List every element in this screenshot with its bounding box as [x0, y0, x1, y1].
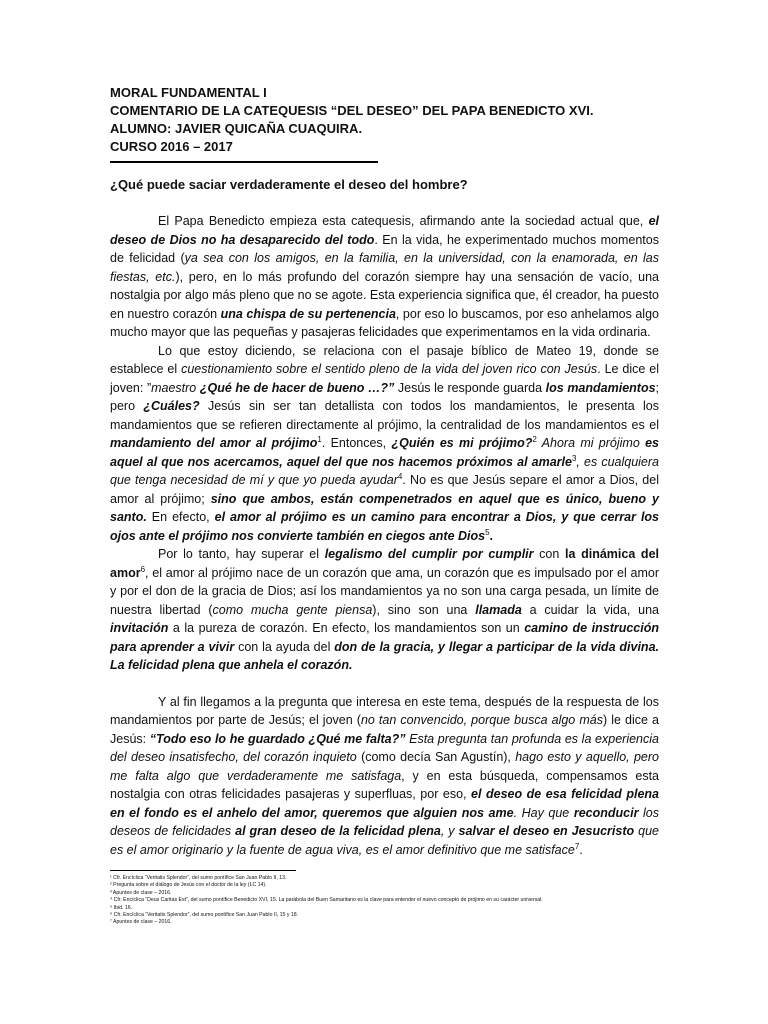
italic-text: como mucha gente piensa: [212, 602, 373, 617]
footnote-ref: 2: [532, 434, 537, 444]
document-body: [110, 212, 659, 859]
footnote-divider: [110, 870, 296, 871]
italic-text: que es el amor originario y la fuente de agua viva, es el amor definitivo que me satisface: [110, 824, 659, 857]
text-run: Por lo tanto, hay superar el: [158, 547, 325, 561]
text-run: Jesús le responde guarda: [394, 380, 546, 395]
emphasis: una chispa de su pertenencia: [220, 306, 396, 321]
italic-text: los deseos de felicidades: [110, 805, 660, 838]
italic-text: maestro: [151, 380, 200, 395]
footnote-ref: 3: [571, 453, 577, 463]
italic-text: Ahora mi prójimo: [536, 436, 646, 450]
course-title: MORAL FUNDAMENTAL I: [110, 85, 267, 100]
emphasis: sino que ambos, están compenetrados en aquel que es único, bueno y santo.: [110, 491, 659, 524]
paragraph-3: [110, 545, 659, 675]
footnote-item: ³ Apuntes de clase – 2016.: [110, 889, 172, 896]
footnote-ref: 4: [397, 471, 403, 481]
italic-text: Esta pregunta tan profunda es la experiencia del deseo insatisfecho, del corazón inquieto: [110, 731, 659, 764]
emphasis: ¿Quién es mi prójimo?: [391, 436, 533, 450]
footnote-item: ⁴ Cfr. Encíclica “Deus Caritas Est”, del sumo pontífice Benedicto XVI, 15. La parábola del Buen Samaritano es la clave para entender el nuevo concepto de prójimo en su carácter universal.: [110, 897, 543, 904]
text-run: ) le dice a Jesús:: [110, 713, 659, 746]
emphasis: invitación: [110, 621, 169, 635]
emphasis: el deseo de esa felicidad plena en el fondo es el anhelo del amor, queremos que alguien nos ame: [110, 787, 659, 820]
footnotes: [110, 875, 670, 927]
footnote-ref: 1: [317, 434, 322, 444]
text-run: con: [533, 547, 565, 561]
text-run: Jesús sin ser tan detallista con todos los mandamientos, le presenta los mandamientos que se refieren directamente al prójimo, la centralidad de los mandamientos es el: [110, 399, 659, 432]
italic-text: no tan convencido, porque busca algo más: [360, 713, 603, 727]
emphasis: el amor al prójimo es un camino para encontrar a Dios, y que cerrar los ojos ante el prójimo nos convierte también en ciegos ante Dios: [110, 510, 660, 543]
italic-text: ya sea con los amigos, en la familia, en la universidad, con la enamorada, en las fiestas, etc.: [110, 251, 660, 284]
emphasis: “Todo eso lo he guardado ¿Qué me falta?”: [149, 731, 406, 746]
footnote-item: ⁶ Cfr. Encíclica “Veritatis Splendor”, del sumo pontífice San Juan Pablo II, 15 y 18.: [110, 912, 299, 919]
emphasis: camino de instrucción para aprender a vivir: [110, 621, 660, 654]
emphasis: mandamiento del amor al prójimo: [110, 436, 318, 450]
section-heading: ¿Qué puede saciar verdaderamente el deseo del hombre?: [110, 177, 468, 192]
emphasis: la dinámica del amor: [110, 547, 659, 580]
header-divider: [110, 161, 378, 163]
footnote-item: ¹ Cfr. Encíclica “Veritatis Splendor”, del sumo pontífice San Juan Pablo II, 13.: [110, 875, 287, 881]
text-run: ; pero: [110, 380, 660, 413]
paragraph-4: [110, 693, 659, 860]
text-run: . No es que Jesús separe el amor a Dios, del amor al prójimo;: [110, 473, 659, 506]
text-run: , y en esta búsqueda, compensamos esta nostalgia con otras felicidades pasajeras y superfluas, por eso,: [110, 768, 659, 801]
footnote-item: ⁵ Ibid. 16.: [110, 904, 133, 911]
emphasis: legalismo del cumplir por cumplir: [324, 547, 534, 561]
footnote-item: ⁷ Apuntes de clase – 2016.: [110, 919, 172, 926]
course-year: CURSO 2016 – 2017: [110, 139, 233, 154]
document-title: COMENTARIO DE LA CATEQUESIS “DEL DESEO” DEL PAPA BENEDICTO XVI.: [110, 103, 594, 118]
emphasis: ¿Qué he de hacer de bueno …?”: [199, 380, 395, 395]
text-run: con la ayuda del: [234, 639, 335, 654]
italic-text: , es cualquiera que tenga necesidad de mí y que yo pueda ayudar: [110, 454, 659, 487]
emphasis: al gran deseo de la felicidad plena: [235, 824, 441, 838]
text-run: En efecto,: [146, 510, 215, 524]
text-run: ), sino son una: [372, 602, 476, 617]
italic-text: cuestionamiento sobre el sentido pleno de la vida del joven rico con Jesús: [181, 362, 598, 376]
text-run: . Le dice el joven: ”: [110, 362, 659, 395]
text-run: (como decía San Agustín),: [356, 750, 516, 764]
emphasis: es aquel al que nos acercamos, aquel del que nos hacemos próximos al amarle: [110, 436, 659, 469]
footnote-ref: 5: [485, 527, 490, 537]
italic-text: . Hay que: [513, 805, 574, 820]
emphasis: don de la gracia, y llegar a participar de la vida divina. La felicidad plena que anhela el corazón.: [110, 639, 659, 672]
text-run: Y al fin llegamos a la pregunta que interesa en este tema, después de la respuesta de los mandamientos por parte de Jesús; el joven (: [110, 694, 659, 727]
footnote-item: ² Pregunta sobre el diálogo de Jesús con el doctor de la ley (LC 14).: [110, 882, 267, 889]
text-run: Lo que estoy diciendo, se relaciona con el pasaje bíblico de Mateo 19, donde se establece el: [110, 343, 659, 376]
text-run: .: [579, 842, 583, 857]
text-run: , el amor al prójimo nace de un corazón que ama, un corazón que es impulsado por el amor y por el don de la gracia de Dios; así los mandamientos ya no son una carga pesada, un límite de nuestra libertad (: [110, 565, 659, 617]
italic-text: hago esto y aquello, pero me falta algo que verdaderamente me satisfaga: [110, 750, 659, 783]
paragraph-1: [110, 212, 659, 342]
emphasis: ¿Cuáles?: [143, 399, 200, 413]
student-name: ALUMNO: JAVIER QUICAÑA CUAQUIRA.: [110, 121, 363, 136]
emphasis: reconducir: [573, 805, 639, 820]
document-header: [110, 84, 593, 156]
footnote-ref: 6: [140, 564, 146, 574]
text-run: , por eso lo buscamos, por eso anhelamos algo mucho mayor que las pequeñas y pasajeras felicidades que experimentamos en la vida ordinaria.: [110, 306, 659, 339]
text-run: El Papa Benedicto empieza esta catequesis, afirmando ante la sociedad actual que,: [158, 214, 649, 228]
text-run: .: [489, 528, 494, 543]
text-run: a cuidar la vida, una: [521, 602, 659, 617]
text-run: ), pero, en lo más profundo del corazón siempre hay una sensación de vacío, una nostalgia por algo más pleno que no se agote. Esta experiencia significa que, él creador, ha puesto en nuestro corazón: [110, 269, 659, 321]
italic-text: , y: [440, 824, 459, 838]
text-run: . En la vida, he experimentado muchos momentos de felicidad (: [110, 232, 659, 265]
text-run: a la pureza de corazón. En efecto, los mandamientos son un: [168, 621, 525, 635]
emphasis: salvar el deseo en Jesucristo: [458, 824, 635, 838]
footnote-ref: 7: [574, 841, 580, 851]
text-run: . Entonces,: [321, 436, 392, 450]
emphasis: el deseo de Dios no ha desaparecido del todo: [110, 214, 659, 247]
paragraph-2: [110, 342, 659, 546]
emphasis: llamada: [475, 602, 522, 617]
emphasis: los mandamientos: [545, 380, 656, 395]
